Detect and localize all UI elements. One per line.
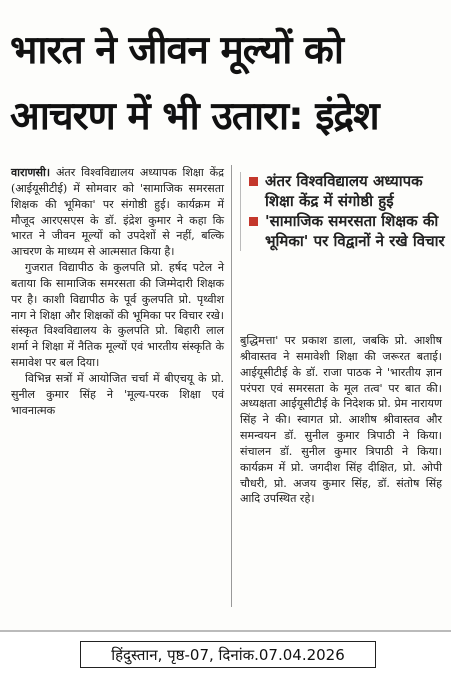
dateline: वाराणसी।	[11, 166, 51, 179]
article-left-column	[11, 165, 224, 419]
article-paragraph-2: गुजरात विद्यापीठ के कुलपति प्रो. हर्षद पटेल ने बताया कि सामाजिक समरसता की जिम्मेदारी शिक्षक पर है। काशी विद्यापीठ के पूर्व कुलपति प्रो. पृथ्वीश नाग ने शिक्षा और शिक्षकों की भूमिका पर विचार रखे। संस्कृत विश्वविद्यालय के कुलपति प्रो. बिहारी लाल शर्मा ने शिक्षा में नैतिक मूल्यों एवं भारतीय संस्कृति के समावेश पर बल दिया।	[11, 261, 224, 370]
headline	[10, 18, 442, 150]
article-paragraph-1	[11, 165, 224, 260]
article-right-column	[240, 333, 442, 507]
highlights-box	[240, 172, 447, 251]
column-divider	[231, 165, 232, 607]
square-bullet-icon	[249, 217, 258, 226]
clipping-bottom-border	[0, 630, 451, 632]
article-paragraph-1-text: अंतर विश्वविद्यालय अध्यापक शिक्षा केंद्र (आईयूसीटीई) में सोमवार को 'सामाजिक समरसता शिक्षक की भूमिका' पर संगोष्ठी हुई। कार्यक्रम में मौजूद आरएसएस के डॉ. इंद्रेश कुमार ने कहा कि भारत ने जीवन मूल्यों को उपदेशों से नहीं, बल्कि आचरण के माध्यम से आत्मसात किया है।	[11, 166, 224, 259]
headline-line-2: आचरण में भी उतारा: इंद्रेश	[10, 94, 379, 139]
article-paragraph-continued: बुद्धिमत्ता' पर प्रकाश डाला, जबकि प्रो. आशीष श्रीवास्तव ने समावेशी शिक्षा की जरूरत बताई। आईयूसीटीई के डॉ. राजा पाठक ने 'भारतीय ज्ञान परंपरा एवं समरसता के मूल तत्व' पर बात की। अध्यक्षता आईयूसीटीई के निदेशक प्रो. प्रेम नारायण सिंह ने की। स्वागत प्रो. आशीष श्रीवास्तव और समन्वयन डॉ. सुनील कुमार त्रिपाठी ने किया। संचालन डॉ. सुनील कुमार त्रिपाठी ने किया। कार्यक्रम में प्रो. जगदीश सिंह दीक्षित, प्रो. ओपी चौधरी, प्रो. अजय कुमार सिंह, डॉ. संतोष सिंह आदि उपस्थित रहे।	[240, 334, 442, 506]
highlight-text: 'सामाजिक समरसता शिक्षक की भूमिका' पर विद्वानों ने रखे विचार	[265, 212, 445, 250]
highlight-item	[247, 212, 447, 251]
highlight-item	[247, 172, 447, 211]
source-text: हिंदुस्तान, पृष्ठ-07, दिनांक.07.04.2026	[111, 645, 345, 664]
headline-line-1: भारत ने जीवन मूल्यों को	[10, 28, 343, 73]
highlight-text: अंतर विश्वविद्यालय अध्यापक शिक्षा केंद्र में संगोष्ठी हुई	[265, 172, 423, 210]
article-paragraph-3: विभिन्न सत्रों में आयोजित चर्चा में बीएचयू के प्रो. सुनील कुमार सिंह ने 'मूल्य-परक शिक्षा एवं भावनात्मक	[11, 371, 224, 417]
square-bullet-icon	[249, 177, 258, 186]
source-caption	[80, 641, 376, 668]
